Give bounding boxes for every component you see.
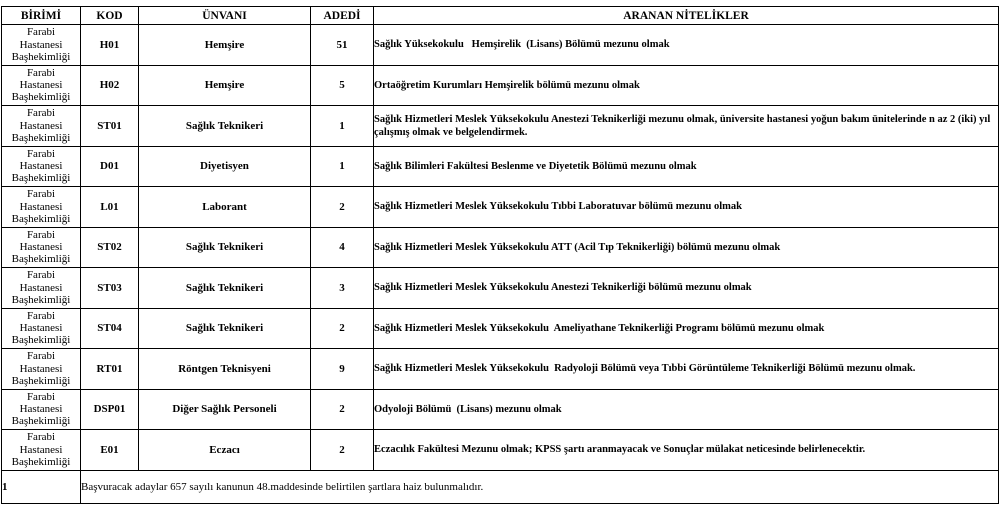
code-cell	[81, 227, 139, 268]
positions-table	[1, 6, 999, 504]
requirements-cell	[374, 227, 999, 268]
code-text: D01	[100, 160, 119, 173]
count-text: 51	[336, 38, 348, 51]
count-text: 9	[339, 362, 345, 375]
code-text: ST03	[97, 281, 122, 294]
unit-line: Başhekimliği	[11, 455, 71, 468]
unit-line: Başhekimliği	[11, 415, 71, 428]
unit-line: Başhekimliği	[11, 212, 71, 225]
requirements-text: Sağlık Hizmetleri Meslek Yüksekokulu Ameliyathane Teknikerliği Programı bölümü mezunu olmak	[374, 322, 825, 334]
requirements-cell	[374, 187, 999, 228]
requirements-cell	[374, 146, 999, 187]
requirements-text: Eczacılık Fakültesi Mezunu olmak; KPSS şartı aranmayacak ve Sonuçlar mülakat neticesinde belirlenecektir.	[374, 444, 866, 456]
unit-line: Hastanesi	[19, 79, 63, 92]
count-cell	[311, 227, 374, 268]
unit-line: Farabi	[26, 66, 56, 79]
unit-cell	[2, 430, 81, 471]
requirements-cell	[374, 308, 999, 349]
title-cell	[139, 389, 311, 430]
footer-number: 1	[2, 470, 81, 503]
table-row	[2, 349, 999, 390]
title-cell	[139, 430, 311, 471]
table-body	[2, 25, 999, 471]
unit-line: Farabi	[26, 309, 56, 322]
unit-line: Farabi	[26, 431, 56, 444]
code-text: H01	[99, 38, 120, 51]
count-text: 4	[339, 241, 345, 254]
code-text: H02	[99, 79, 120, 92]
unit-line: Başhekimliği	[11, 253, 71, 266]
title-text: Sağlık Teknikeri	[185, 241, 264, 254]
unit-line: Farabi	[26, 188, 56, 201]
requirements-text: Sağlık Bilimleri Fakültesi Beslenme ve Diyetetik Bölümü mezunu olmak	[374, 160, 697, 172]
count-cell	[311, 65, 374, 106]
code-text: RT01	[96, 362, 123, 375]
unit-cell	[2, 389, 81, 430]
unit-line: Hastanesi	[19, 443, 63, 456]
table-row	[2, 187, 999, 228]
count-text: 5	[339, 79, 345, 92]
unit-line: Hastanesi	[19, 241, 63, 254]
code-cell	[81, 389, 139, 430]
table-row	[2, 268, 999, 309]
title-text: Sağlık Teknikeri	[185, 322, 264, 335]
count-text: 1	[339, 160, 345, 173]
requirements-cell	[374, 389, 999, 430]
title-text: Hemşire	[204, 38, 245, 51]
unit-line: Farabi	[26, 390, 56, 403]
code-cell	[81, 65, 139, 106]
unit-cell	[2, 25, 81, 66]
footer-note: Başvuracak adaylar 657 sayılı kanunun 48.maddesinde belirtilen şartlara haiz bulunmalıdır.	[81, 470, 999, 503]
table-row	[2, 65, 999, 106]
title-cell	[139, 106, 311, 147]
unit-line: Farabi	[26, 107, 56, 120]
requirements-text: Odyoloji Bölümü (Lisans) mezunu olmak	[374, 403, 562, 415]
code-cell	[81, 146, 139, 187]
requirements-text: Sağlık Hizmetleri Meslek Yüksekokulu Tıbbi Laboratuvar bölümü mezunu olmak	[374, 201, 742, 213]
requirements-cell	[374, 25, 999, 66]
unit-line: Başhekimliği	[11, 374, 71, 387]
count-text: 2	[339, 403, 345, 416]
unit-line: Hastanesi	[19, 403, 63, 416]
code-cell	[81, 25, 139, 66]
count-cell	[311, 268, 374, 309]
requirements-text: Sağlık Hizmetleri Meslek Yüksekokulu Radyoloji Bölümü veya Tıbbi Görüntüleme Teknikerliği Bölümü mezunu olmak.	[374, 363, 916, 375]
code-text: ST02	[97, 241, 122, 254]
header-requirements: ARANAN NİTELİKLER	[374, 7, 999, 25]
title-cell	[139, 187, 311, 228]
title-text: Diyetisyen	[200, 160, 249, 173]
title-cell	[139, 308, 311, 349]
unit-line: Hastanesi	[19, 362, 63, 375]
unit-line: Başhekimliği	[11, 293, 71, 306]
table-row	[2, 146, 999, 187]
title-text: Sağlık Teknikeri	[185, 119, 264, 132]
title-text: Diğer Sağlık Personeli	[172, 403, 277, 416]
table-row	[2, 389, 999, 430]
code-cell	[81, 106, 139, 147]
code-cell	[81, 268, 139, 309]
unit-cell	[2, 65, 81, 106]
unit-line: Başhekimliği	[11, 50, 71, 63]
requirements-text: Sağlık Hizmetleri Meslek Yüksekokulu Anestezi Teknikerliği bölümü mezunu olmak	[374, 282, 752, 294]
title-text: Eczacı	[209, 443, 240, 456]
requirements-text: Ortaöğretim Kurumları Hemşirelik bölümü mezunu olmak	[374, 79, 640, 91]
unit-line: Farabi	[26, 228, 56, 241]
unit-cell	[2, 227, 81, 268]
unit-cell	[2, 308, 81, 349]
count-text: 3	[339, 281, 345, 294]
requirements-cell	[374, 65, 999, 106]
unit-line: Hastanesi	[19, 322, 63, 335]
count-cell	[311, 349, 374, 390]
title-cell	[139, 25, 311, 66]
unit-line: Farabi	[26, 147, 56, 160]
unit-line: Hastanesi	[19, 38, 63, 51]
title-cell	[139, 268, 311, 309]
title-text: Hemşire	[204, 79, 245, 92]
table-row	[2, 227, 999, 268]
unit-line: Farabi	[26, 269, 56, 282]
unit-cell	[2, 268, 81, 309]
unit-line: Hastanesi	[19, 200, 63, 213]
requirements-text: Sağlık Hizmetleri Meslek Yüksekokulu ATT (Acil Tıp Teknikerliği) bölümü mezunu olmak	[374, 241, 781, 253]
title-text: Röntgen Teknisyeni	[178, 362, 271, 375]
code-text: L01	[100, 200, 119, 213]
unit-line: Başhekimliği	[11, 172, 71, 185]
count-cell	[311, 187, 374, 228]
requirements-cell	[374, 106, 999, 147]
code-cell	[81, 349, 139, 390]
requirements-text: Sağlık Yüksekokulu Hemşirelik (Lisans) Bölümü mezunu olmak	[374, 39, 670, 51]
table-row	[2, 430, 999, 471]
unit-cell	[2, 349, 81, 390]
code-cell	[81, 430, 139, 471]
count-text: 1	[339, 119, 345, 132]
code-text: ST01	[97, 119, 122, 132]
unit-cell	[2, 146, 81, 187]
requirements-text: Sağlık Hizmetleri Meslek Yüksekokulu Anestezi Teknikerliği mezunu olmak, üniversite hastanesi yoğun bakım ünitelerinde n az 2 (iki) yıl çalışmış olmak ve belgelendirmek.	[374, 113, 993, 138]
count-cell	[311, 146, 374, 187]
header-count: ADEDİ	[311, 7, 374, 25]
unit-line: Başhekimliği	[11, 334, 71, 347]
header-code: KOD	[81, 7, 139, 25]
header-title: ÜNVANI	[139, 7, 311, 25]
requirements-cell	[374, 349, 999, 390]
unit-line: Farabi	[26, 350, 56, 363]
code-cell	[81, 308, 139, 349]
requirements-cell	[374, 430, 999, 471]
count-cell	[311, 106, 374, 147]
footer-row	[2, 470, 999, 503]
unit-line: Başhekimliği	[11, 91, 71, 104]
requirements-cell	[374, 268, 999, 309]
count-cell	[311, 389, 374, 430]
unit-line: Hastanesi	[19, 281, 63, 294]
code-text: DSP01	[93, 403, 126, 416]
header-row	[2, 7, 999, 25]
code-text: ST04	[97, 322, 122, 335]
table-row	[2, 308, 999, 349]
unit-line: Hastanesi	[19, 119, 63, 132]
unit-line: Başhekimliği	[11, 131, 71, 144]
code-text: E01	[100, 443, 119, 456]
unit-line: Farabi	[26, 26, 56, 39]
count-cell	[311, 308, 374, 349]
count-text: 2	[339, 443, 345, 456]
count-text: 2	[339, 322, 345, 335]
count-text: 2	[339, 200, 345, 213]
title-cell	[139, 146, 311, 187]
unit-line: Hastanesi	[19, 160, 63, 173]
title-cell	[139, 349, 311, 390]
title-text: Laborant	[202, 200, 247, 213]
title-text: Sağlık Teknikeri	[185, 281, 264, 294]
code-cell	[81, 187, 139, 228]
unit-cell	[2, 187, 81, 228]
table-row	[2, 25, 999, 66]
count-cell	[311, 25, 374, 66]
title-cell	[139, 227, 311, 268]
table-row	[2, 106, 999, 147]
title-cell	[139, 65, 311, 106]
unit-cell	[2, 106, 81, 147]
count-cell	[311, 430, 374, 471]
header-unit: BİRİMİ	[2, 7, 81, 25]
